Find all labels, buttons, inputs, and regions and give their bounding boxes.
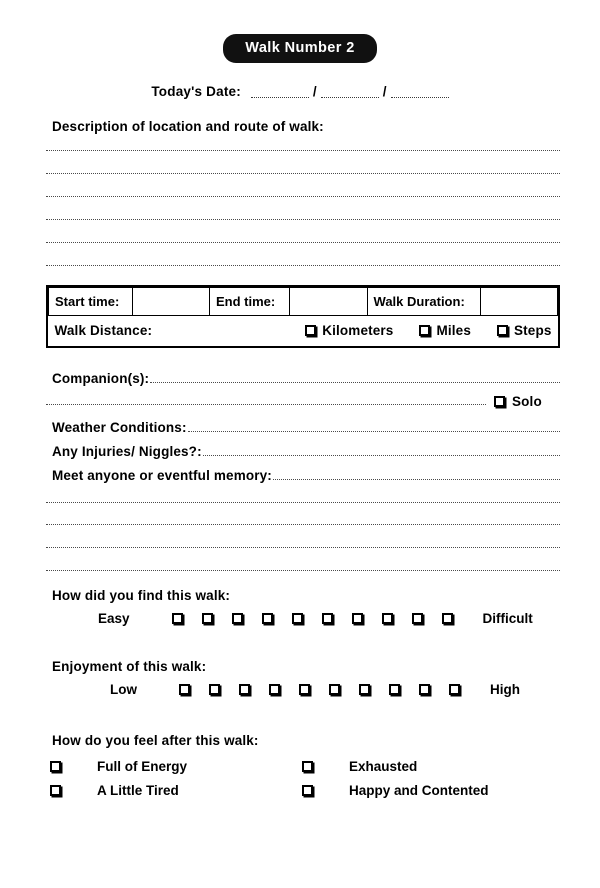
description-label: Description of location and route of walk: bbox=[52, 119, 324, 134]
rating-question-difficulty: How did you find this walk: bbox=[52, 588, 231, 603]
description-line[interactable] bbox=[46, 219, 560, 220]
rating-checkbox-2[interactable] bbox=[202, 613, 213, 624]
description-line[interactable] bbox=[46, 150, 560, 151]
memory-label: Meet anyone or eventful memory: bbox=[52, 468, 272, 483]
companions-input-line-2[interactable] bbox=[46, 404, 486, 405]
end-time-input[interactable] bbox=[290, 288, 367, 316]
feeling-option-label: Full of Energy bbox=[97, 758, 188, 774]
feelings-row bbox=[50, 778, 530, 802]
rating-checkbox-8[interactable] bbox=[389, 684, 400, 695]
feeling-option-happy-and-contented[interactable] bbox=[302, 783, 489, 798]
rating-checkbox-10[interactable] bbox=[449, 684, 460, 695]
feeling-option-exhausted[interactable] bbox=[302, 759, 417, 774]
feeling-option-full-of-energy[interactable] bbox=[50, 759, 302, 774]
rating-checkbox-group[interactable] bbox=[179, 684, 460, 695]
rating-question-enjoyment: Enjoyment of this walk: bbox=[52, 659, 207, 674]
rating-scale-difficulty bbox=[98, 611, 533, 626]
walk-distance-label: Walk Distance: bbox=[54, 323, 153, 339]
weather-input[interactable] bbox=[188, 421, 560, 432]
distance-unit-label: Miles bbox=[436, 323, 471, 339]
rating-high-label: Difficult bbox=[482, 611, 533, 626]
description-line[interactable] bbox=[46, 265, 560, 266]
checkbox-icon[interactable] bbox=[305, 325, 316, 336]
memory-field bbox=[52, 468, 560, 483]
feelings-question: How do you feel after this walk: bbox=[52, 733, 259, 748]
checkbox-icon[interactable] bbox=[50, 761, 61, 772]
rating-high-label: High bbox=[490, 682, 520, 697]
solo-label: Solo bbox=[512, 394, 542, 409]
checkbox-icon[interactable] bbox=[302, 785, 313, 796]
solo-option[interactable] bbox=[494, 394, 542, 409]
rating-checkbox-1[interactable] bbox=[172, 613, 183, 624]
walk-distance-cell bbox=[49, 316, 558, 346]
companions-field bbox=[52, 371, 560, 386]
page-title-container bbox=[0, 34, 600, 63]
distance-unit-kilometers[interactable] bbox=[305, 323, 393, 338]
rating-checkbox-1[interactable] bbox=[179, 684, 190, 695]
weather-label: Weather Conditions: bbox=[52, 420, 187, 435]
date-separator-1: / bbox=[312, 84, 317, 99]
date-year-input[interactable] bbox=[391, 86, 449, 98]
rating-checkbox-5[interactable] bbox=[299, 684, 310, 695]
rating-checkbox-8[interactable] bbox=[382, 613, 393, 624]
todays-date-row bbox=[0, 84, 600, 99]
walk-duration-input[interactable] bbox=[480, 288, 557, 316]
start-time-input[interactable] bbox=[132, 288, 209, 316]
rating-scale-enjoyment bbox=[110, 682, 520, 697]
distance-unit-miles[interactable] bbox=[419, 323, 471, 338]
date-separator-2: / bbox=[382, 84, 387, 99]
rating-checkbox-6[interactable] bbox=[322, 613, 333, 624]
feelings-options-grid bbox=[50, 754, 530, 802]
distance-unit-label: Steps bbox=[513, 323, 552, 339]
rating-checkbox-2[interactable] bbox=[209, 684, 220, 695]
walk-times-table bbox=[46, 285, 560, 348]
rating-checkbox-4[interactable] bbox=[269, 684, 280, 695]
rating-checkbox-10[interactable] bbox=[442, 613, 453, 624]
feeling-option-label: A Little Tired bbox=[97, 782, 179, 798]
distance-unit-label: Kilometers bbox=[322, 323, 394, 339]
checkbox-icon[interactable] bbox=[50, 785, 61, 796]
injuries-input[interactable] bbox=[203, 445, 560, 456]
rating-checkbox-3[interactable] bbox=[232, 613, 243, 624]
memory-line[interactable] bbox=[46, 547, 560, 548]
description-line[interactable] bbox=[46, 196, 560, 197]
todays-date-label: Today's Date: bbox=[151, 84, 241, 99]
description-line[interactable] bbox=[46, 173, 560, 174]
companions-input[interactable] bbox=[150, 372, 560, 383]
injuries-field bbox=[52, 444, 560, 459]
companions-label: Companion(s): bbox=[52, 371, 150, 386]
rating-checkbox-9[interactable] bbox=[419, 684, 430, 695]
rating-checkbox-9[interactable] bbox=[412, 613, 423, 624]
memory-line[interactable] bbox=[46, 502, 560, 503]
description-line[interactable] bbox=[46, 242, 560, 243]
feeling-option-label: Happy and Contented bbox=[349, 782, 489, 798]
memory-input[interactable] bbox=[273, 469, 560, 480]
feeling-option-label: Exhausted bbox=[349, 758, 418, 774]
rating-low-label: Low bbox=[110, 682, 137, 697]
table-row bbox=[49, 316, 558, 346]
memory-line[interactable] bbox=[46, 570, 560, 571]
rating-checkbox-7[interactable] bbox=[352, 613, 363, 624]
feelings-row bbox=[50, 754, 530, 778]
date-month-input[interactable] bbox=[321, 86, 379, 98]
injuries-label: Any Injuries/ Niggles?: bbox=[52, 444, 202, 459]
rating-checkbox-7[interactable] bbox=[359, 684, 370, 695]
memory-line[interactable] bbox=[46, 524, 560, 525]
feeling-option-a-little-tired[interactable] bbox=[50, 783, 302, 798]
weather-field bbox=[52, 420, 560, 435]
date-day-input[interactable] bbox=[251, 86, 309, 98]
rating-low-label: Easy bbox=[98, 611, 130, 626]
start-time-label: Start time: bbox=[49, 288, 133, 316]
walk-duration-label: Walk Duration: bbox=[367, 288, 480, 316]
page-title: Walk Number 2 bbox=[223, 34, 376, 63]
checkbox-icon[interactable] bbox=[497, 325, 508, 336]
rating-checkbox-6[interactable] bbox=[329, 684, 340, 695]
distance-unit-steps[interactable] bbox=[497, 323, 552, 338]
table-row bbox=[49, 288, 558, 316]
rating-checkbox-4[interactable] bbox=[262, 613, 273, 624]
rating-checkbox-3[interactable] bbox=[239, 684, 250, 695]
end-time-label: End time: bbox=[210, 288, 290, 316]
rating-checkbox-5[interactable] bbox=[292, 613, 303, 624]
checkbox-icon[interactable] bbox=[302, 761, 313, 772]
rating-checkbox-group[interactable] bbox=[172, 613, 453, 624]
checkbox-icon[interactable] bbox=[494, 396, 505, 407]
checkbox-icon[interactable] bbox=[419, 325, 430, 336]
